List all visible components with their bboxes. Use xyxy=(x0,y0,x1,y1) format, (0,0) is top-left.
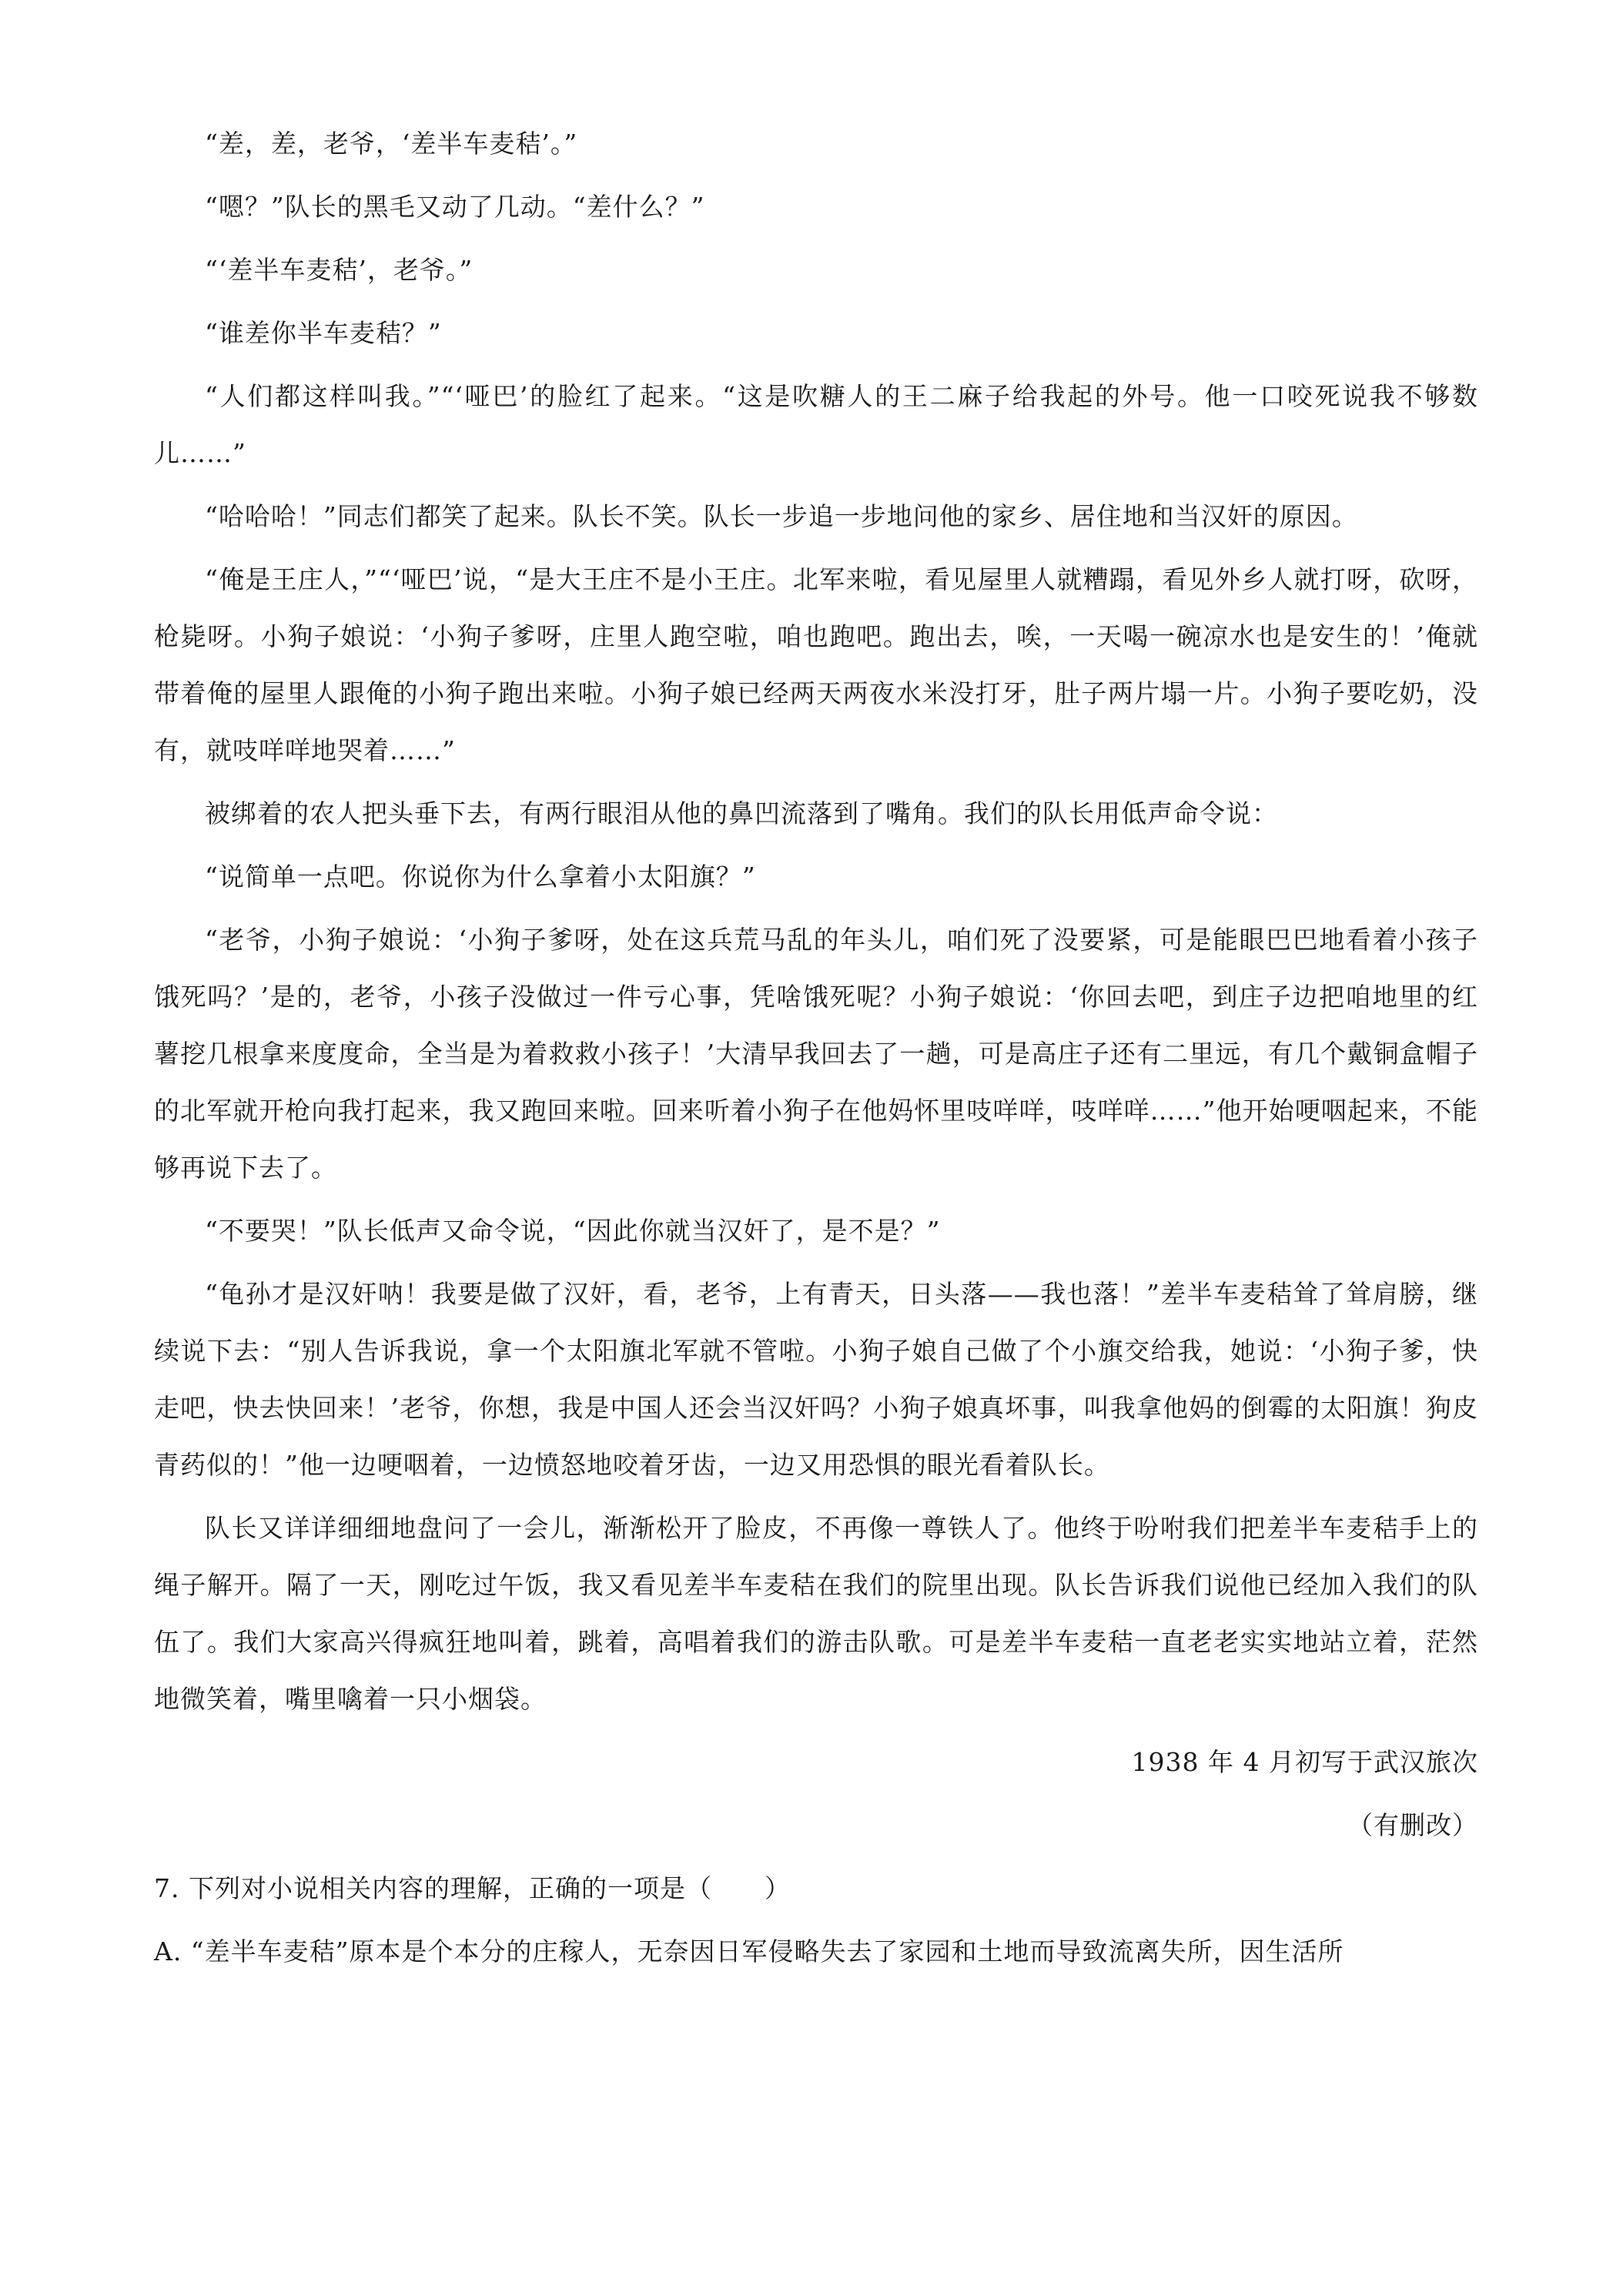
paragraph: “差，差，老爷，‘差半车麦秸’。” xyxy=(205,129,578,159)
paragraph: “不要哭！”队长低声又命令说，“因此你就当汉奸了，是不是？” xyxy=(205,1216,941,1246)
paragraph: “老爷，小狗子娘说：‘小狗子爹呀，处在这兵荒马乱的年头儿，咱们死了没要紧，可是能眼巴巴地看着小孩子饿死吗？’是的，老爷，小孩子没做过一件亏心事，凭啥饿死呢？小狗子娘说：‘你回去吧，到庄子边把咱地里的红薯挖几根拿来度度命，全当是为着救救小孩子！’大清早我回去了一趟，可是高庄子还有二里远，有几个戴铜盒帽子的北军就开枪向我打起来，我又跑回来啦。回来听着小狗子在他妈怀里吱咩咩，吱咩咩……”他开始哽咽起来，不能够再说下去了。 xyxy=(154,925,1478,1183)
paragraph: 队长又详详细细地盘问了一会儿，渐渐松开了脸皮，不再像一尊铁人了。他终于吩咐我们把差半车麦秸手上的绳子解开。隔了一天，刚吃过午饭，我又看见差半车麦秸在我们的院里出现。队长告诉我们说他已经加入我们的队伍了。我们大家高兴得疯狂地叫着，跳着，高唱着我们的游击队歌。可是差半车麦秸一直老老实实地站立着，茫然地微笑着，嘴里噙着一只小烟袋。 xyxy=(154,1513,1478,1714)
paragraph: “‘差半车麦秸’，老爷。” xyxy=(205,255,474,285)
paragraph: “俺是王庄人，”“‘哑巴’说，“是大王庄不是小王庄。北军来啦，看见屋里人就糟蹋，看见外乡人就打呀，砍呀，枪毙呀。小狗子娘说：‘小狗子爹呀，庄里人跑空啦，咱也跑吧。跑出去，唉，一天喝一碗凉水也是安生的！’俺就带着俺的屋里人跟俺的小狗子跑出来啦。小狗子娘已经两天两夜水米没打牙，肚子两片塌一片。小狗子要吃奶，没有，就吱咩咩地哭着……” xyxy=(154,564,1478,765)
paragraph: “龟孙才是汉奸呐！我要是做了汉奸，看，老爷，上有青天，日头落——我也落！”差半车麦秸耸了耸肩膀，继续说下去：“别人告诉我说，拿一个太阳旗北军就不管啦。小狗子娘自己做了个小旗交给我，她说：‘小狗子爹，快走吧，快去快回来！’老爷，你想，我是中国人还会当汉奸吗？小狗子娘真坏事，叫我拿他妈的倒霉的太阳旗！狗皮青药似的！”他一边哽咽着，一边愤怒地咬着牙齿，一边又用恐惧的眼光看着队长。 xyxy=(154,1279,1478,1480)
option-a: A. “差半车麦秸”原本是个本分的庄稼人，无奈因日军侵略失去了家园和土地而导致流离失所，因生活所 xyxy=(154,1936,1344,1966)
paragraph: “人们都这样叫我。”“‘哑巴’的脸红了起来。“这是吹糖人的王二麻子给我起的外号。他一口咬死说我不够数儿……” xyxy=(154,381,1478,468)
paragraph: “哈哈哈！”同志们都笑了起来。队长不笑。队长一步追一步地问他的家乡、居住地和当汉奸的原因。 xyxy=(205,501,1358,531)
paragraph: “谁差你半车麦秸？” xyxy=(205,318,442,348)
date-line: 1938 年 4 月初写于武汉旅次 xyxy=(1131,1747,1478,1777)
paragraph: “嗯？”队长的黑毛又动了几动。“差什么？” xyxy=(205,192,705,222)
question-7: 7. 下列对小说相关内容的理解，正确的一项是（ ） xyxy=(154,1873,791,1903)
document-body xyxy=(154,115,1478,1980)
paragraph: 被绑着的农人把头垂下去，有两行眼泪从他的鼻凹流落到了嘴角。我们的队长用低声命令说： xyxy=(205,798,1278,828)
edit-note: （有删改） xyxy=(1347,1810,1478,1840)
paragraph: “说简单一点吧。你说你为什么拿着小太阳旗？” xyxy=(205,862,756,892)
